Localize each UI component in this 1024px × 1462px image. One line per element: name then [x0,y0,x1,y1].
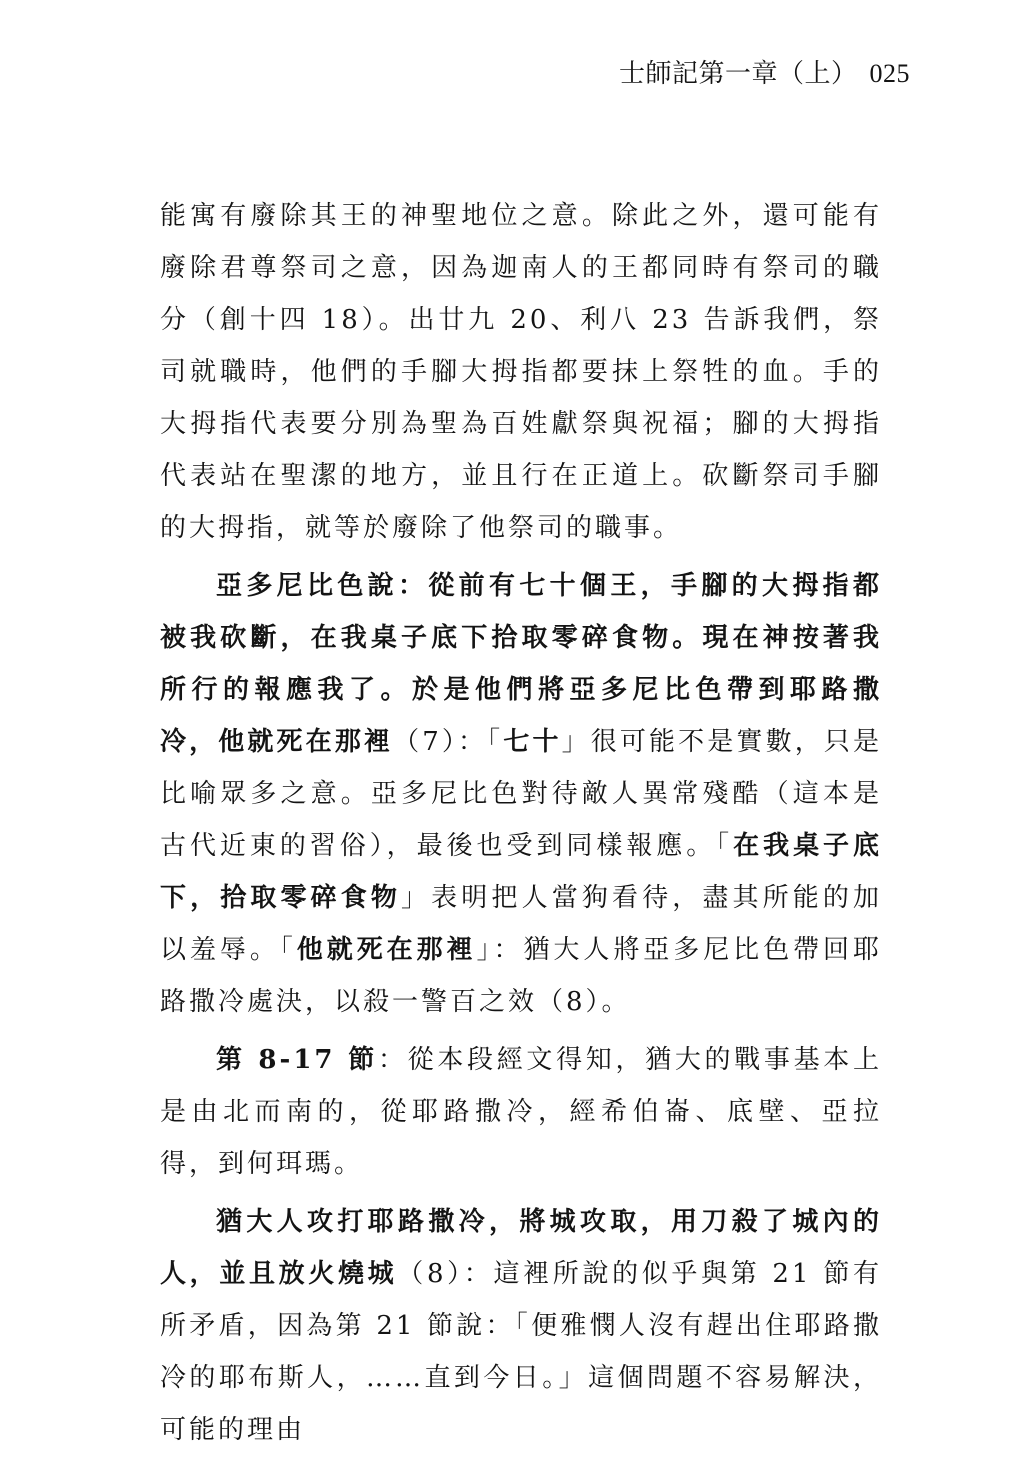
paragraph-adoni-bezek [160,560,882,1028]
page-number: 025 [869,59,910,88]
commentary-text: 」很可能不是實數，只是比喻眾多之意。亞多尼比色對待敵人異常殘酷（這本是古代近東的習俗），最後也受到同樣報應。「 [160,727,882,861]
commentary-text: 」表明把人當狗看待，盡其所能的加以羞辱。「 [160,883,882,965]
running-header [619,56,910,92]
paragraph-jerusalem [160,1196,882,1456]
commentary-text: ：從本段經文得知，猶大的戰事基本上是由北而南的，從耶路撒冷，經希伯崙、底壁、亞拉得，到何珥瑪。 [160,1045,882,1179]
commentary-text: 」：猶大人將亞多尼比色帶回耶路撒冷處決，以殺一警百之效（8）。 [160,935,882,1017]
section-heading: 第 8-17 節 [216,1045,378,1075]
scripture-quote: 七十 [503,727,562,757]
paragraph-verses-8-17 [160,1034,882,1190]
scripture-quote: 亞多尼比色說：從前有七十個王，手腳的大拇指都被我砍斷，在我桌子底下拾取零碎食物。現在神按著我所行的報應我了。於是他們將亞多尼比色帶到耶路撒冷，他就死在那裡 [160,571,882,757]
chapter-title: 士師記第一章（上） [618,59,858,89]
scripture-quote: 他就死在那裡 [296,935,477,965]
body-text [160,190,882,1462]
commentary-text: （7）：「 [393,727,504,757]
scripture-quote: 猶大人攻打耶路撒冷，將城攻取，用刀殺了城內的人，並且放火燒城 [160,1207,882,1289]
paragraph-continuation [160,190,882,554]
commentary-text: （8）：這裡所說的似乎與第 21 節有所矛盾，因為第 21 節說：「便雅憫人沒有趕出住耶路撒冷的耶布斯人，……直到今日。」這個問題不容易解決，可能的理由 [160,1259,882,1445]
paragraph-text: 能寓有廢除其王的神聖地位之意。除此之外，還可能有廢除君尊祭司之意，因為迦南人的王都同時有祭司的職分（創十四 18）。出廿九 20、利八 23 告訴我們，祭司就職時，他們的手腳大拇指都要抹上祭牲的血。手的大拇指代表要分別為聖為百姓獻祭與祝福；腳的大拇指代表站在聖潔的地方，並且行在正道上。砍斷祭司手腳的大拇指，就等於廢除了他祭司的職事。 [160,201,882,543]
scripture-quote: 在我桌子底下，拾取零碎食物 [160,831,882,913]
